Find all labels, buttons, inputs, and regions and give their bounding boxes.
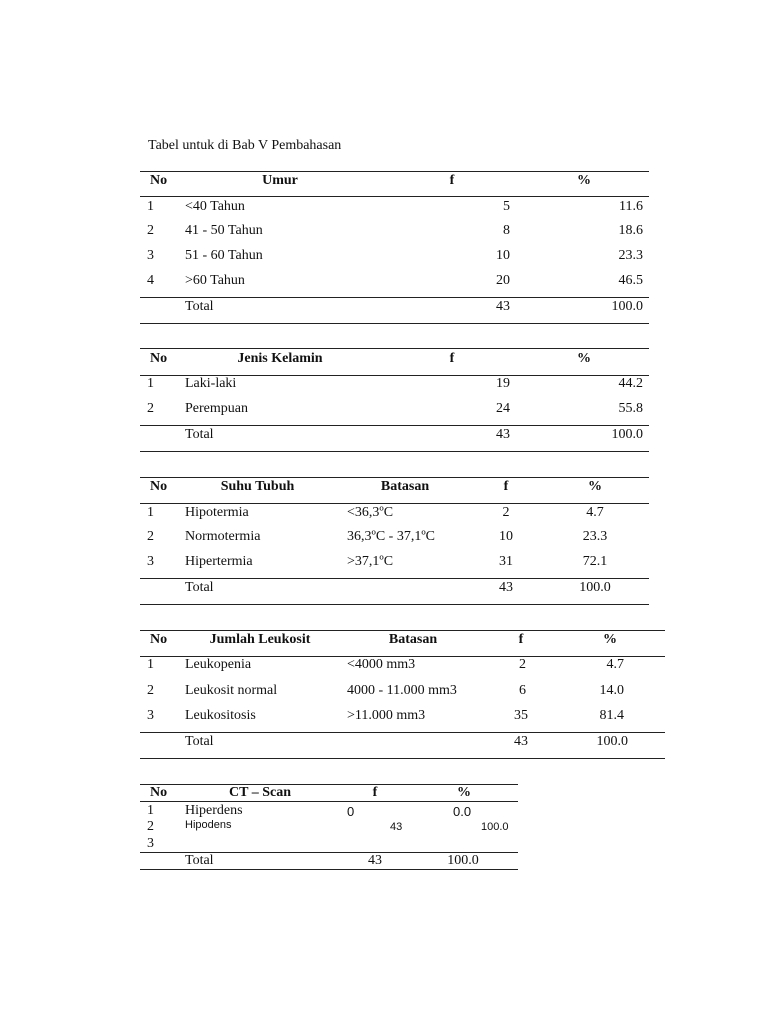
cell-f: 6	[519, 683, 526, 698]
cell-percent: 72.1	[582, 554, 608, 569]
cell-batasan: <4000 mm3	[347, 657, 416, 672]
total-f: 43	[499, 580, 513, 595]
cell-umur: <40 Tahun	[185, 199, 245, 214]
cell-f: 8	[503, 223, 510, 238]
cell-suhu-tubuh: Hipotermia	[185, 505, 249, 520]
cell-no: 2	[147, 819, 154, 834]
cell-suhu-tubuh: Normotermia	[185, 529, 261, 544]
header-f: f	[449, 173, 455, 188]
header-no: No	[150, 173, 168, 188]
cell-no: 3	[147, 836, 154, 851]
total-percent: 100.0	[579, 580, 611, 595]
cell-f: 31	[499, 554, 513, 569]
header-batasan: Batasan	[388, 632, 438, 647]
cell-batasan: 4000 - 11.000 mm3	[347, 683, 457, 698]
cell-suhu-tubuh: Hipertermia	[185, 554, 253, 569]
header-f: f	[449, 351, 455, 366]
cell-no: 4	[147, 273, 154, 288]
cell-no: 2	[147, 683, 154, 698]
cell-percent: 100.0	[481, 821, 509, 833]
cell-no: 1	[147, 376, 154, 391]
header-percent: %	[577, 173, 591, 188]
total-label: Total	[185, 853, 214, 868]
cell-jumlah-leukosit: Leukopenia	[185, 657, 252, 672]
cell-f: 20	[496, 273, 510, 288]
cell-percent: 18.6	[618, 223, 643, 238]
header-batasan: Batasan	[380, 479, 430, 494]
cell-no: 1	[147, 505, 154, 520]
cell-batasan: >11.000 mm3	[347, 708, 426, 723]
cell-batasan: 36,3ºC - 37,1ºC	[347, 529, 436, 544]
cell-no: 1	[147, 657, 154, 672]
header-f: f	[518, 632, 524, 647]
total-label: Total	[185, 580, 214, 595]
cell-percent: 11.6	[619, 199, 643, 214]
cell-jenis-kelamin: Perempuan	[185, 401, 248, 416]
cell-no: 2	[147, 223, 154, 238]
cell-f: 2	[519, 657, 526, 672]
cell-batasan: <36,3ºC	[347, 505, 394, 520]
header-suhu-tubuh: Suhu Tubuh	[220, 479, 295, 494]
cell-f: 10	[496, 248, 510, 263]
cell-no: 3	[147, 248, 154, 263]
total-f: 43	[496, 299, 510, 314]
cell-percent: 0.0	[453, 804, 472, 819]
cell-percent: 4.7	[586, 505, 604, 520]
total-label: Total	[185, 734, 214, 749]
cell-batasan: >37,1ºC	[347, 554, 394, 569]
total-percent: 100.0	[447, 853, 479, 868]
cell-jumlah-leukosit: Leukositosis	[185, 708, 256, 723]
cell-f: 2	[502, 505, 510, 520]
total-label: Total	[185, 427, 214, 442]
total-percent: 100.0	[611, 427, 643, 442]
header-jenis-kelamin: Jenis Kelamin	[237, 351, 323, 366]
cell-no: 2	[147, 529, 154, 544]
header-no: No	[150, 785, 168, 800]
cell-umur: >60 Tahun	[185, 273, 245, 288]
cell-jumlah-leukosit: Leukosit normal	[185, 683, 278, 698]
header-umur: Umur	[262, 173, 298, 188]
header-ct-scan: CT – Scan	[229, 785, 291, 800]
cell-no: 1	[147, 803, 154, 818]
total-f: 43	[496, 427, 510, 442]
cell-percent: 81.4	[599, 708, 624, 723]
cell-no: 2	[147, 401, 154, 416]
cell-f: 0	[347, 804, 355, 819]
cell-f: 43	[390, 821, 403, 833]
header-f: f	[503, 479, 509, 494]
document-title: Tabel untuk di Bab V Pembahasan	[148, 138, 342, 153]
header-no: No	[150, 632, 168, 647]
cell-f: 10	[499, 529, 513, 544]
cell-no: 1	[147, 199, 154, 214]
total-percent: 100.0	[611, 299, 643, 314]
cell-umur: 41 - 50 Tahun	[185, 223, 263, 238]
cell-percent: 55.8	[618, 401, 643, 416]
cell-percent: 14.0	[599, 683, 624, 698]
cell-f: 19	[496, 376, 510, 391]
cell-f: 5	[503, 199, 510, 214]
cell-ct-scan: Hiperdens	[185, 803, 243, 818]
total-label: Total	[185, 299, 214, 314]
total-f: 43	[368, 853, 382, 868]
total-percent: 100.0	[596, 734, 628, 749]
cell-f: 24	[496, 401, 510, 416]
cell-no: 3	[147, 554, 154, 569]
header-percent: %	[457, 785, 471, 800]
header-jumlah-leukosit: Jumlah Leukosit	[209, 632, 311, 647]
cell-percent: 23.3	[582, 529, 608, 544]
header-f: f	[372, 785, 378, 800]
cell-f: 35	[514, 708, 528, 723]
cell-jenis-kelamin: Laki-laki	[185, 376, 237, 391]
cell-umur: 51 - 60 Tahun	[185, 248, 263, 263]
cell-percent: 44.2	[618, 376, 643, 391]
header-percent: %	[588, 479, 602, 494]
header-no: No	[150, 351, 168, 366]
cell-percent: 23.3	[618, 248, 643, 263]
cell-no: 3	[147, 708, 154, 723]
cell-percent: 46.5	[618, 273, 643, 288]
total-f: 43	[514, 734, 528, 749]
cell-ct-scan: Hipodens	[185, 819, 232, 831]
header-percent: %	[603, 632, 617, 647]
cell-percent: 4.7	[606, 657, 624, 672]
header-percent: %	[577, 351, 591, 366]
header-no: No	[150, 479, 168, 494]
